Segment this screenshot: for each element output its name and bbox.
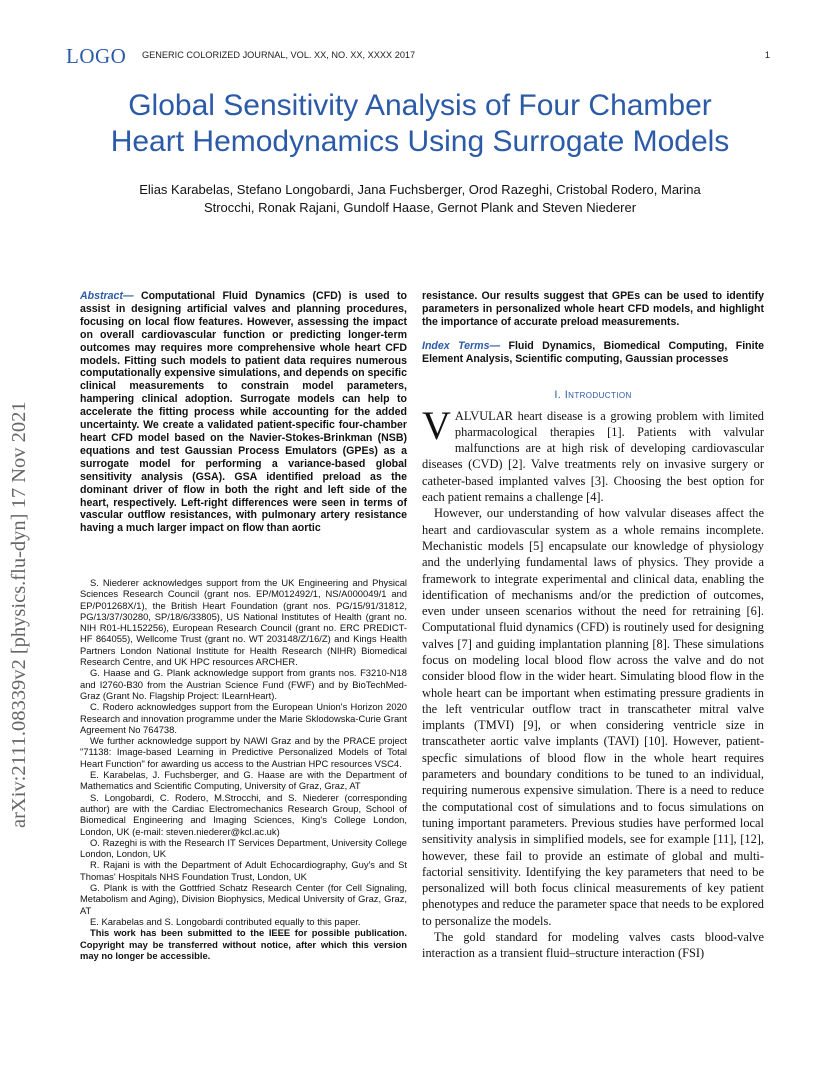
right-column	[422, 290, 764, 962]
authors-line-1: Elias Karabelas, Stefano Longobardi, Jana Fuchsberger, Orod Razeghi, Cristobal Rodero, Marina	[139, 182, 701, 197]
footnote: S. Niederer acknowledges support from the UK Engineering and Physical Sciences Research Council (grant nos. EP/M012492/1, NS/A000049/1 and EP/P01268X/1), the British Heart Foundation (grant nos. PG/15/91/31812, PG/13/37/30280, SP/18/6/33805), US National Institutes of Health (grant no. NIH R01-HL152256), European Research Council (grant no. ERC PREDICT-HF 864055), Wellcome Trust (grant no. WT 203148/Z/16/Z) and Kings Health Partners London National Institute for Health Research (NIHR) Biomedical Research Centre, and UK HPC resources ARCHER.	[80, 577, 407, 668]
footnote: G. Plank is with the Gottfried Schatz Research Center (for Cell Signaling, Metabolism and Aging), Division Biophysics, Medical University of Graz, Graz, AT	[80, 882, 407, 916]
footnote: C. Rodero acknowledges support from the European Union's Horizon 2020 Research and innovation programme under the Marie Sklodowska-Curie Grant Agreement No 764738.	[80, 701, 407, 735]
journal-name: GENERIC COLORIZED JOURNAL, VOL. XX, NO. XX, XXXX 2017	[142, 50, 416, 60]
page-number: 1	[764, 50, 770, 60]
abstract-text: Computational Fluid Dynamics (CFD) is used to assist in designing artificial valves and planning procedures, focusing on local flow features. However, assessing the impact on overall cardiovascular function or predicting longer-term outcomes may requires more comprehensive whole heart CFD models. Fitting such models to patient data requires numerous computationally expensive simulations, and depends on specific clinical measurements to constrain model parameters, hampering clinical adoption. Surrogate models can help to accelerate the fitting process while accounting for the added uncertainty. We create a validated patient-specific four-chamber heart CFD model based on the Navier-Stokes-Brinkman (NSB) equations and test Gaussian Process Emulators (GPEs) as a surrogate model for performing a variance-based global sensitivity analysis (GSA). GSA identified preload as the dominant driver of flow in both the right and left side of the heart, respectively. Left-right differences were seen in terms of vascular outflow resistances, with pulmonary artery resistance having a much larger impact on flow than aortic	[80, 290, 407, 535]
author-list	[70, 181, 770, 217]
footnote: O. Razeghi is with the Research IT Services Department, University College London, London, UK	[80, 836, 407, 860]
intro-paragraph-1	[422, 402, 764, 506]
ieee-notice: This work has been submitted to the IEEE for possible publication. Copyright may be transferred without notice, after which this version may no longer be accessible.	[80, 927, 407, 961]
footnote: E. Karabelas and S. Longobardi contributed equally to this paper.	[90, 915, 361, 927]
abstract-continued: resistance. Our results suggest that GPEs can be used to identify parameters in personalized whole heart CFD models, and highlight the importance of accurate preload measurements.	[422, 290, 764, 328]
intro-paragraph-3: The gold standard for modeling valves casts blood-valve interaction as a transient fluid–structure interaction (FSI)	[422, 930, 764, 961]
footnote: R. Rajani is with the Department of Adult Echocardiography, Guy's and St Thomas' Hospitals NHS Foundation Trust, London, UK	[80, 859, 407, 882]
authors-line-2: Strocchi, Ronak Rajani, Gundolf Haase, Gernot Plank and Steven Niederer	[203, 200, 637, 215]
index-terms	[422, 340, 764, 366]
footnotes	[80, 577, 407, 961]
index-terms-label: Index Terms—	[422, 339, 501, 352]
index-terms-text: Fluid Dynamics, Biomedical Computing, Finite Element Analysis, Scientific computing, Gaussian processes	[422, 339, 764, 365]
section-title: Introduction	[564, 388, 632, 401]
abstract-label: Abstract—	[80, 290, 134, 302]
intro-paragraph-2: However, our understanding of how valvular diseases affect the heart and cardiovascular system as a whole remains incomplete. Mechanistic models [5] encapsulate our knowledge of physiology and the underlying fundamental laws of physics. They provide a framework to integrate experimental and clinical data, enabling the identification of mechanisms and/or the prediction of outcomes, even under unseen scenarios without the need for retraining [6]. Computational fluid dynamics (CFD) is routinely used for designing valves [7] and guiding implantation planning [8]. These simulations focus on modeling local blood flow across the valve and do not consider blood flow in the wider heart. Simulating blood flow in the whole heart can be important when estimating pressure gradients in the left ventricular outflow tract in transcatheter mitral valve implants (TMVI) [9], or when considering ventricle size in transcatheter aortic valve implants (TAVI) [10]. However, patient-specfic simulations of blood flow in the whole heart requires parameters and boundary conditions to be tuned to an individual, requiring numerous expensive simulation. There is a need to reduce the computational cost of simulations and to focus simulations on tuning important parameters. Previous studies have performed local sensitivity analysis in simplified models, see for example [11], [12], however, these fail to provide an estimate of global and multi-factorial sensitivity. Identifying the key parameters that need to be personalized will both focus clinical measurements of key patient phenotypes and reduce the parameter space that needs to be explored to personalize the models.	[422, 506, 764, 928]
first-word: ALVULAR	[454, 408, 513, 423]
intro-text-1: heart disease is a growing problem with limited pharmacological therapies [1]. Patients with valvular malfunctions are at high risk of developing cardiovascular diseases (CVD) [2]. Valve treatments rely on invasive surgery or catheter-based implanted valves [3]. Choosing the best option for each patient remains a challenge [4].	[422, 408, 764, 505]
journal-logo: LOGO	[66, 44, 127, 68]
paper-title	[50, 88, 790, 160]
left-column	[80, 290, 407, 535]
footnote: S. Longobardi, C. Rodero, M.Strocchi, and S. Niederer (corresponding author) are with the Cardiac Electromechanics Research Group, School of Biomedical Engineering and Imaging Sciences, King's College London, London, UK (e-mail: steven.niederer@kcl.ac.uk)	[80, 791, 407, 837]
abstract	[80, 290, 407, 535]
running-header	[66, 44, 770, 68]
footnote: E. Karabelas, J. Fuchsberger, and G. Haase are with the Department of Mathematics and Scientific Computing, University of Graz, Graz, AT	[80, 769, 407, 792]
intro-body	[422, 402, 764, 962]
section-number: I.	[554, 388, 565, 401]
footnote: G. Haase and G. Plank acknowledge support from grants nos. F3210-N18 and I2760-B30 from the Austrian Science Fund (FWF) and by BioTechMed-Graz (Grant No. Flagship Project: ILearnHeart).	[80, 667, 407, 701]
footnote: We further acknowledge support by NAWI Graz and by the PRACE project "71138: Image-based Learning in Predictive Personalized Models of Total Heart Function" for awarding us access to the Austrian HPC resources VSC4.	[80, 735, 407, 769]
title-line-2: Heart Hemodynamics Using Surrogate Models	[110, 125, 730, 158]
arxiv-stamp: arXiv:2111.08339v2 [physics.flu-dyn] 17 Nov 2021	[8, 401, 30, 828]
drop-cap: V	[422, 402, 451, 448]
section-heading	[422, 389, 764, 402]
title-line-1: Global Sensitivity Analysis of Four Chamber	[128, 89, 712, 122]
